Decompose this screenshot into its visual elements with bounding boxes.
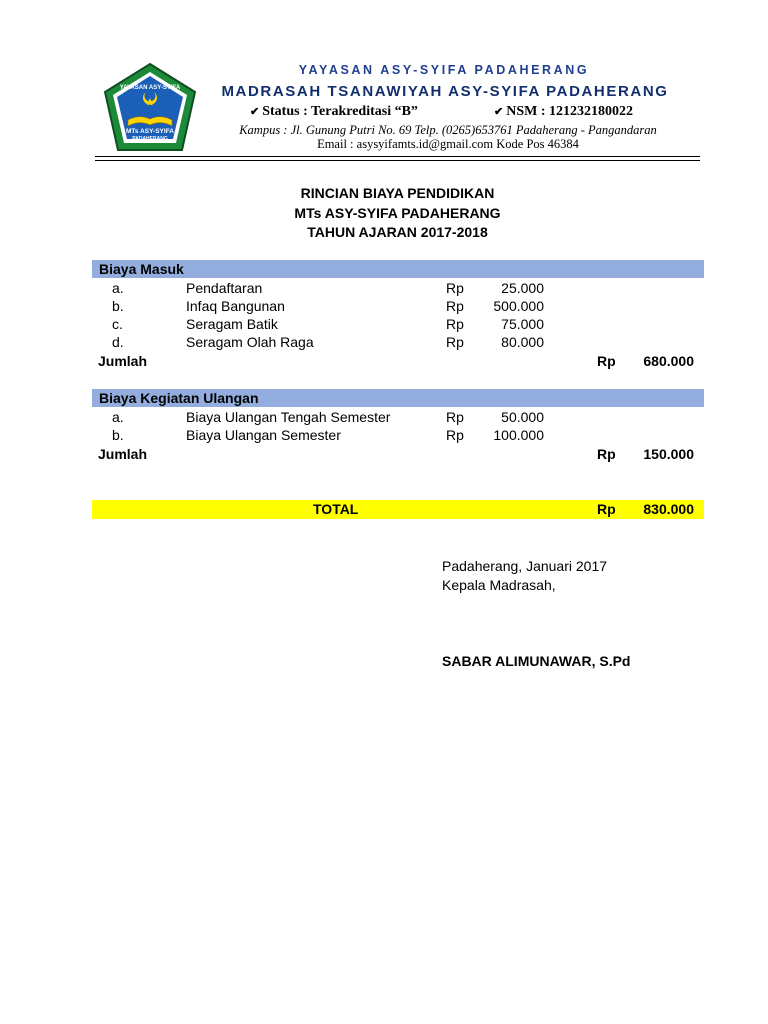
logo-text-bottom: MTs ASY-SYIFA	[125, 128, 175, 135]
school-logo	[102, 62, 198, 154]
table-row	[0, 408, 768, 426]
row-letter: a.	[112, 409, 124, 425]
grand-total-row	[92, 500, 704, 519]
row-letter: d.	[112, 334, 124, 350]
logo-text-bottom2: PADAHERANG	[132, 136, 168, 142]
table-row	[0, 333, 768, 351]
row-currency: Rp	[446, 409, 464, 425]
subtotal-currency: Rp	[597, 353, 616, 369]
logo-text-top: YAYASAN ASY-SYIFA	[119, 85, 181, 91]
subtotal-row	[0, 352, 768, 370]
subtotal-currency: Rp	[597, 446, 616, 462]
address-line: Kampus : Jl. Gunung Putri No. 69 Telp. (0265)653761 Padaherang - Pangandaran	[239, 123, 657, 137]
doc-year: TAHUN AJARAN 2017-2018	[307, 224, 488, 240]
row-amount: 500.000	[493, 298, 544, 314]
signature-place-date: Padaherang, Januari 2017	[442, 558, 608, 574]
signature-position: Kepala Madrasah,	[442, 577, 556, 593]
status-text: Status : Terakreditasi “B”	[262, 104, 418, 119]
row-letter: b.	[112, 298, 124, 314]
subtotal-amount: 150.000	[643, 446, 694, 462]
row-amount: 25.000	[501, 280, 544, 296]
subtotal-label: Jumlah	[98, 353, 148, 369]
row-item: Infaq Bangunan	[186, 298, 285, 314]
row-item: Seragam Batik	[186, 316, 278, 332]
check-icon: ✔	[250, 106, 260, 118]
table-row	[0, 426, 768, 444]
row-item: Biaya Ulangan Semester	[186, 427, 341, 443]
doc-title: RINCIAN BIAYA PENDIDIKAN	[300, 185, 495, 201]
row-currency: Rp	[446, 316, 464, 332]
check-icon: ✔	[494, 106, 504, 118]
grand-total-label: TOTAL	[313, 501, 359, 517]
doc-subtitle: MTs ASY-SYIFA PADAHERANG	[294, 205, 501, 221]
nsm-item	[494, 104, 633, 120]
table-row	[0, 279, 768, 297]
section-heading-biaya-kegiatan-ulangan: Biaya Kegiatan Ulangan	[92, 389, 704, 407]
table-row	[0, 297, 768, 315]
row-amount: 100.000	[493, 427, 544, 443]
row-currency: Rp	[446, 427, 464, 443]
row-amount: 75.000	[501, 316, 544, 332]
row-item: Pendaftaran	[186, 280, 263, 296]
row-amount: 50.000	[501, 409, 544, 425]
subtotal-amount: 680.000	[643, 353, 694, 369]
grand-total-currency: Rp	[597, 501, 616, 517]
row-currency: Rp	[446, 280, 464, 296]
header-divider	[95, 160, 700, 161]
header-divider	[95, 156, 700, 157]
status-item	[250, 104, 418, 120]
foundation-name: YAYASAN ASY-SYIFA PADAHERANG	[298, 63, 590, 77]
row-item: Biaya Ulangan Tengah Semester	[186, 409, 391, 425]
section-heading-biaya-masuk: Biaya Masuk	[92, 260, 704, 278]
email-line: Email : asysyifamts.id@gmail.com Kode Pos 46384	[317, 137, 579, 151]
row-amount: 80.000	[501, 334, 544, 350]
row-currency: Rp	[446, 334, 464, 350]
signature-name: SABAR ALIMUNAWAR, S.Pd	[442, 653, 631, 669]
subtotal-row	[0, 445, 768, 463]
table-row	[0, 315, 768, 333]
school-name: MADRASAH TSANAWIYAH ASY-SYIFA PADAHERANG	[221, 83, 669, 100]
grand-total-amount: 830.000	[643, 501, 694, 517]
nsm-text: NSM : 121232180022	[506, 104, 633, 119]
row-letter: b.	[112, 427, 124, 443]
row-currency: Rp	[446, 298, 464, 314]
row-letter: a.	[112, 280, 124, 296]
subtotal-label: Jumlah	[98, 446, 148, 462]
row-item: Seragam Olah Raga	[186, 334, 314, 350]
row-letter: c.	[112, 316, 123, 332]
